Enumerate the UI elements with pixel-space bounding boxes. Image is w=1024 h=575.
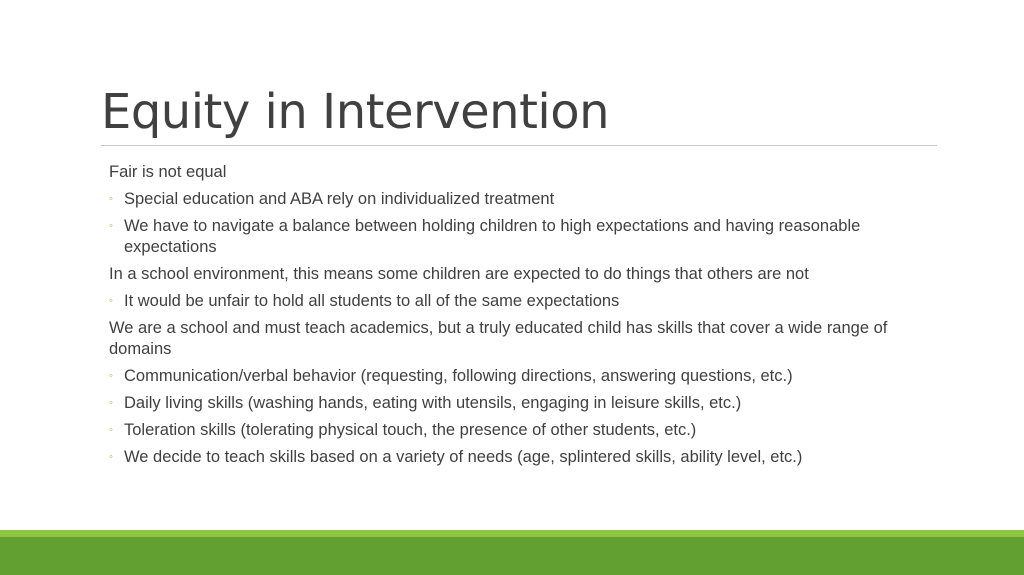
bullet-text: We decide to teach skills based on a variety of needs (age, splintered skills, ability level, etc.) — [124, 448, 803, 466]
title-divider — [101, 145, 937, 146]
bullet-circle-icon: ◦ — [109, 397, 113, 409]
bullet-text: Special education and ABA rely on individualized treatment — [124, 190, 555, 208]
bullet-balance-expectations — [109, 216, 937, 258]
slide-body — [109, 162, 937, 474]
bullet-unfair-same-expectations — [109, 291, 937, 312]
bullet-circle-icon: ◦ — [109, 424, 113, 436]
bullet-circle-icon: ◦ — [109, 451, 113, 463]
bullet-circle-icon: ◦ — [109, 295, 113, 307]
bullet-communication — [109, 366, 937, 387]
bullet-individualized-treatment — [109, 189, 937, 210]
bullet-daily-living — [109, 393, 937, 414]
paragraph-fair-not-equal: Fair is not equal — [109, 163, 227, 181]
footer-accent-stripe — [0, 530, 1024, 537]
bullet-toleration — [109, 420, 937, 441]
bullet-text: Toleration skills (tolerating physical touch, the presence of other students, etc.) — [124, 421, 697, 439]
bullet-circle-icon: ◦ — [109, 220, 113, 232]
bullet-text: Daily living skills (washing hands, eating with utensils, engaging in leisure skills, etc.) — [124, 394, 742, 412]
bullet-circle-icon: ◦ — [109, 370, 113, 382]
bullet-text: Communication/verbal behavior (requesting, following directions, answering questions, etc.) — [124, 367, 793, 385]
paragraph-school-environment: In a school environment, this means some children are expected to do things that others are not — [109, 265, 809, 283]
footer-band — [0, 537, 1024, 575]
bullet-variety-of-needs — [109, 447, 937, 468]
paragraph-truly-educated-child: We are a school and must teach academics, but a truly educated child has skills that cover a wide range of domains — [109, 319, 888, 358]
bullet-circle-icon: ◦ — [109, 193, 113, 205]
bullet-text: We have to navigate a balance between holding children to high expectations and having reasonable expectations — [124, 217, 861, 256]
slide-title: Equity in Intervention — [101, 84, 610, 140]
bullet-text: It would be unfair to hold all students to all of the same expectations — [124, 292, 620, 310]
